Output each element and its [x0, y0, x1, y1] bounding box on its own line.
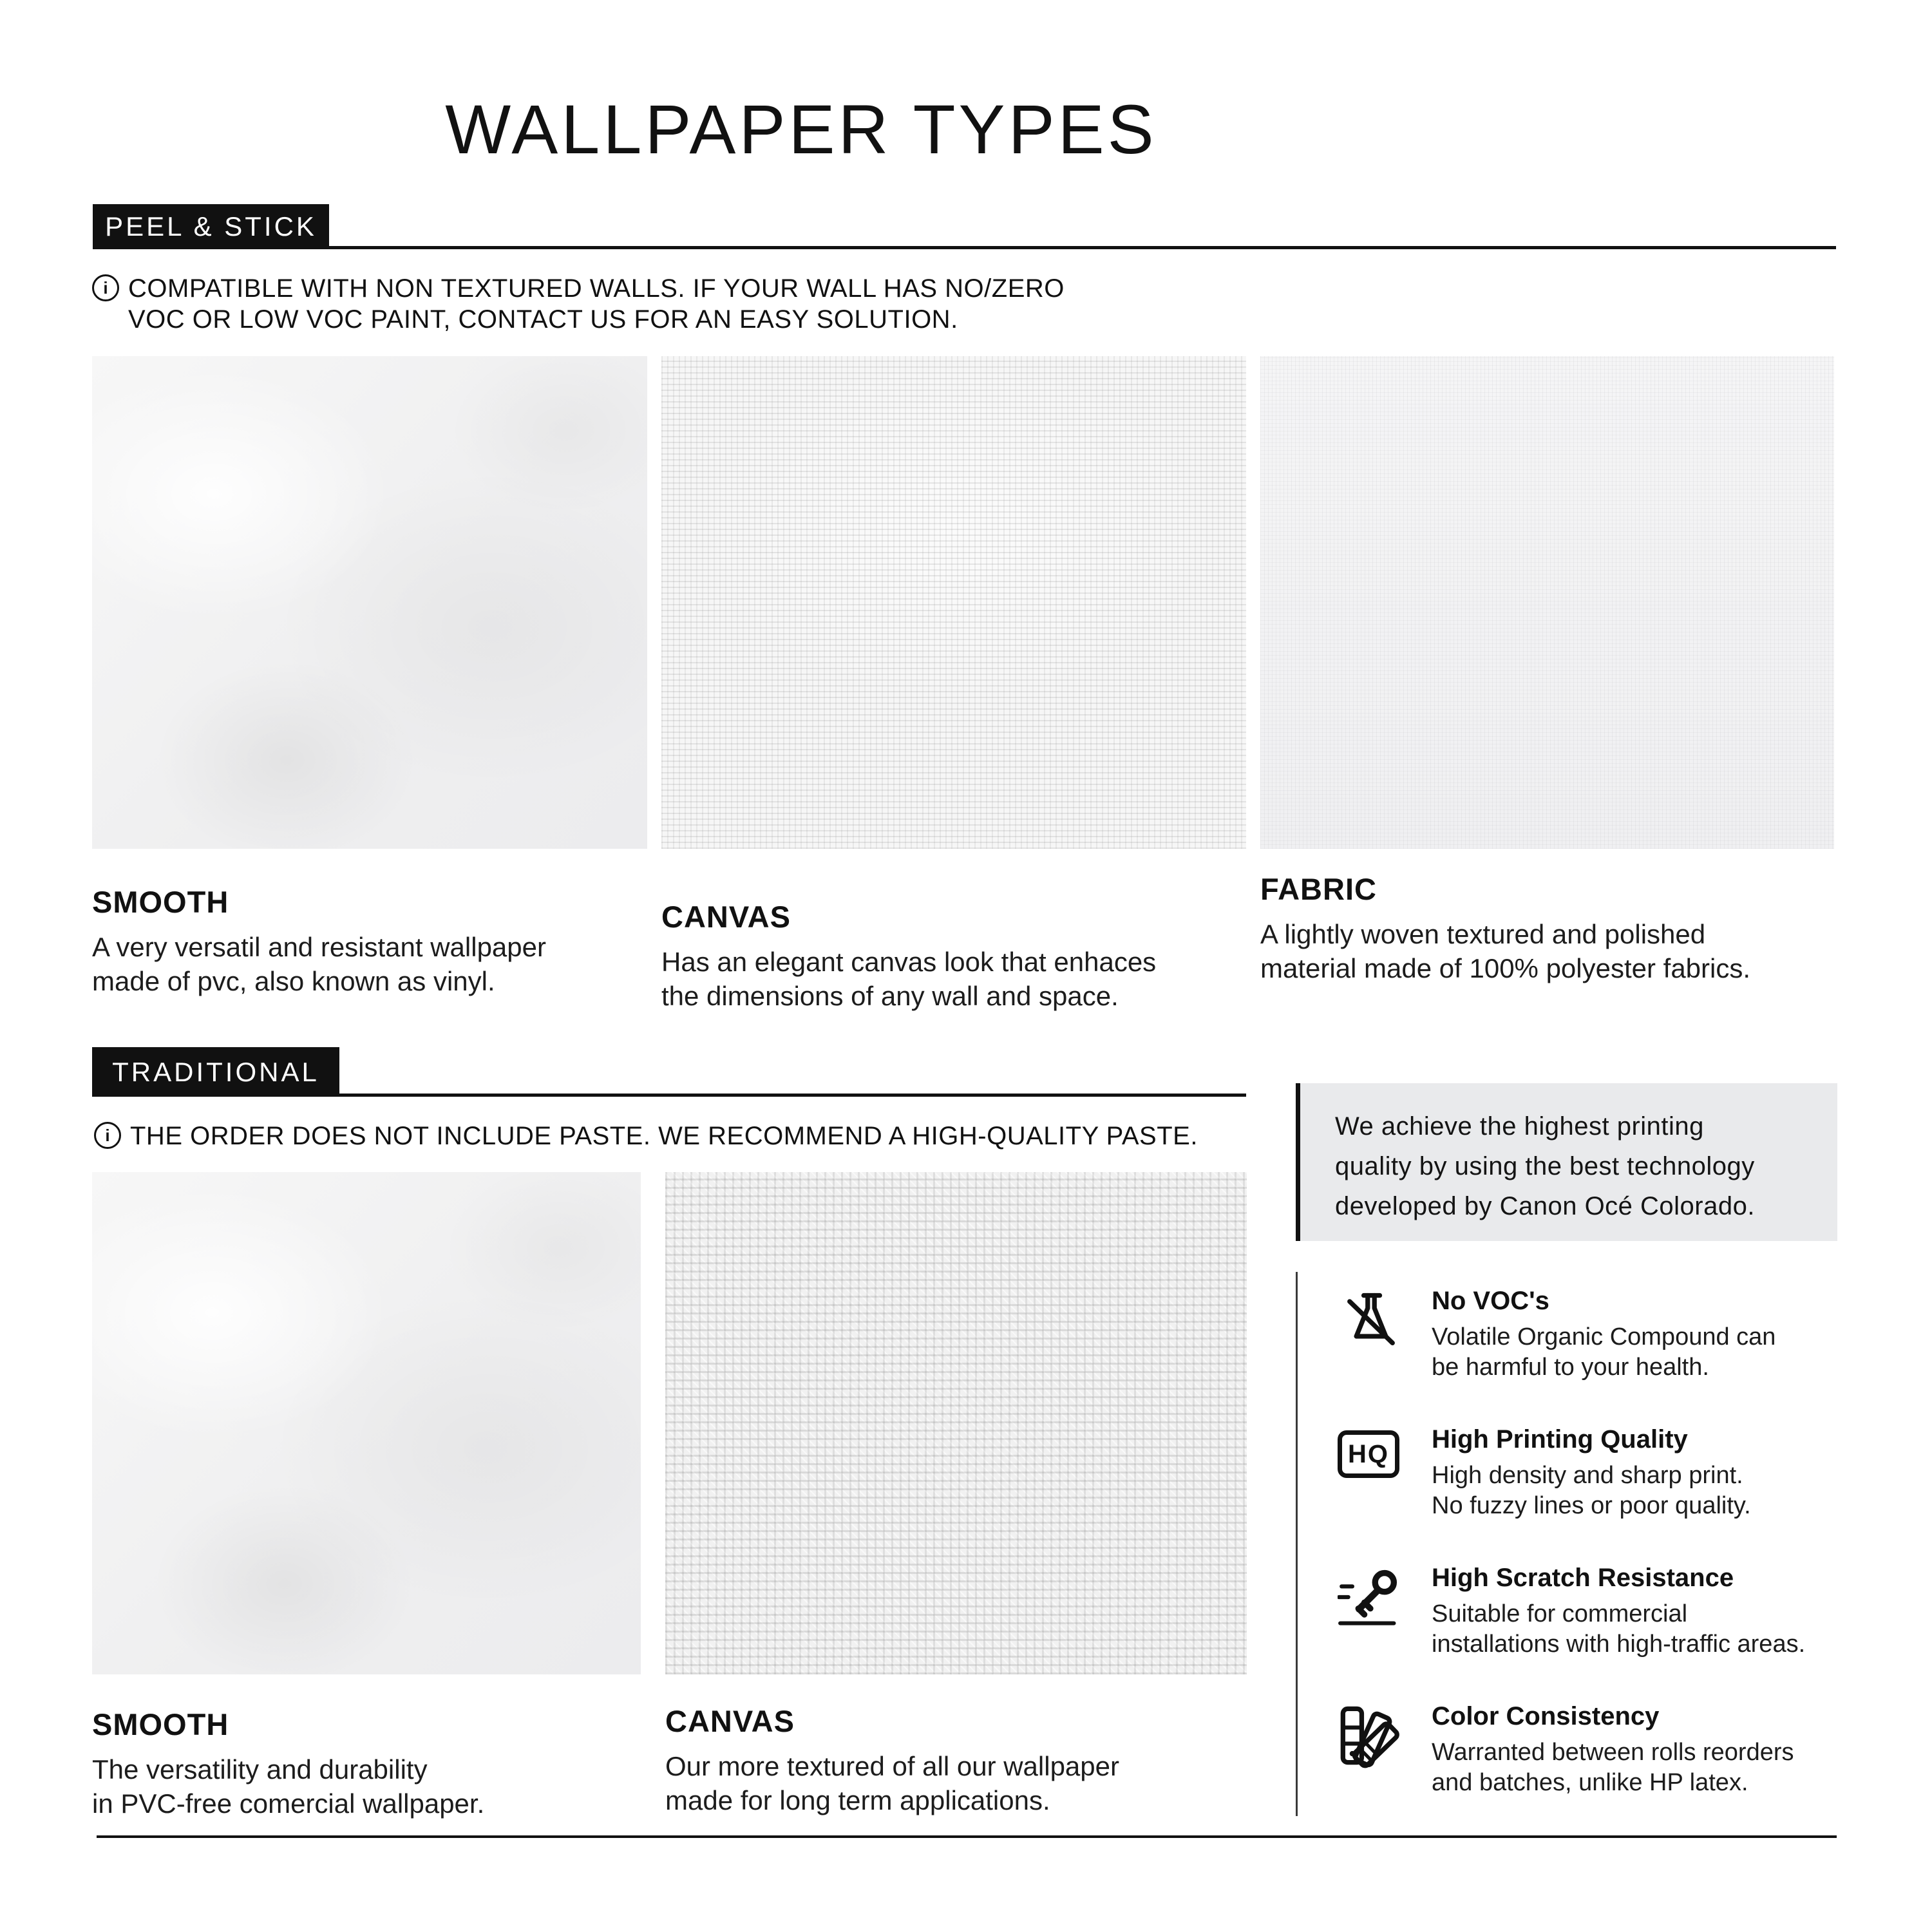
feature-desc-line: Warranted between rolls reorders	[1432, 1739, 1794, 1766]
swatch-label-block	[665, 1703, 1247, 1817]
swatch-description	[92, 1752, 641, 1821]
peel-stick-note-text	[128, 273, 1065, 335]
traditional-note	[94, 1121, 1198, 1151]
swatch-description	[661, 945, 1246, 1013]
feature-list	[1338, 1287, 1846, 1798]
traditional-note-text	[130, 1121, 1198, 1151]
feature-high-scratch-resistance	[1338, 1564, 1846, 1660]
feature-desc-line: and batches, unlike HP latex.	[1432, 1769, 1748, 1796]
feature-description	[1432, 1461, 1751, 1521]
swatch-label-block	[1260, 871, 1834, 985]
feature-desc-line: be harmful to your health.	[1432, 1354, 1709, 1381]
feature-high-printing-quality	[1338, 1425, 1846, 1521]
feature-text	[1432, 1287, 1776, 1383]
peel-stick-column-smooth	[92, 356, 647, 1013]
swatch-desc-line: in PVC-free comercial wallpaper.	[92, 1788, 485, 1819]
note-line: VOC OR LOW VOC PAINT, CONTACT US FOR AN EASY SOLUTION.	[128, 305, 958, 334]
swatch-description	[665, 1749, 1247, 1817]
scratch-resistant-key-icon	[1338, 1564, 1407, 1633]
page-title: WALLPAPER TYPES	[445, 90, 1157, 168]
swatch-desc-line: A very versatil and resistant wallpaper	[92, 932, 546, 962]
feature-desc-line: No fuzzy lines or poor quality.	[1432, 1492, 1751, 1519]
section-badge-traditional: TRADITIONAL	[92, 1047, 339, 1097]
peel-stick-column-fabric	[1260, 356, 1834, 1013]
swatch-title: CANVAS	[661, 900, 791, 934]
feature-desc-line: installations with high-traffic areas.	[1432, 1631, 1806, 1658]
swatch-desc-line: Our more textured of all our wallpaper	[665, 1751, 1119, 1781]
swatch-desc-line: The versatility and durability	[92, 1754, 428, 1785]
quality-note-line: developed by Canon Océ Colorado.	[1335, 1192, 1755, 1220]
swatch-title: CANVAS	[665, 1704, 795, 1738]
feature-description	[1432, 1599, 1805, 1660]
feature-text	[1432, 1425, 1751, 1521]
traditional-column-canvas	[665, 1172, 1247, 1821]
swatch-desc-line: Has an elegant canvas look that enhaces	[661, 947, 1157, 977]
feature-description	[1432, 1738, 1794, 1798]
printing-quality-callout	[1296, 1083, 1837, 1241]
feature-no-voc	[1338, 1287, 1846, 1383]
feature-desc-line: High density and sharp print.	[1432, 1462, 1743, 1489]
feature-desc-line: Volatile Organic Compound can	[1432, 1323, 1776, 1350]
color-swatches-icon	[1338, 1702, 1407, 1772]
canvas-weave-texture	[661, 356, 1246, 849]
peel-stick-header-rule	[93, 246, 1836, 249]
feature-text	[1432, 1564, 1805, 1660]
swatch-description	[92, 930, 647, 998]
fabric-weave-texture	[1260, 356, 1834, 849]
swatch-label-block	[92, 884, 647, 998]
feature-title: Color Consistency	[1432, 1702, 1660, 1730]
no-voc-flask-icon	[1338, 1287, 1407, 1356]
peel-stick-column-canvas	[661, 356, 1246, 1013]
hq-badge-label: HQ	[1338, 1430, 1399, 1478]
note-line: COMPATIBLE WITH NON TEXTURED WALLS. IF YOUR WALL HAS NO/ZERO	[128, 274, 1065, 303]
quality-note-line: quality by using the best technology	[1335, 1152, 1755, 1180]
feature-color-consistency	[1338, 1702, 1846, 1798]
feature-description	[1432, 1322, 1776, 1383]
feature-desc-line: Suitable for commercial	[1432, 1600, 1688, 1627]
traditional-swatch-row	[92, 1172, 1247, 1821]
smooth-paper-texture	[92, 1172, 641, 1674]
feature-text	[1432, 1702, 1794, 1798]
hq-badge-icon	[1338, 1425, 1407, 1495]
feature-title: High Scratch Resistance	[1432, 1564, 1734, 1592]
info-icon: i	[94, 1122, 121, 1149]
swatch-label-block	[661, 899, 1246, 1013]
smooth-paper-texture	[92, 356, 647, 849]
quality-note-line: We achieve the highest printing	[1335, 1112, 1704, 1141]
swatch-title: SMOOTH	[92, 1707, 229, 1741]
footer-rule	[97, 1835, 1837, 1838]
peel-stick-swatch-row	[92, 356, 1834, 1013]
swatch-desc-line: the dimensions of any wall and space.	[661, 981, 1119, 1011]
note-line: THE ORDER DOES NOT INCLUDE PASTE. WE RECOMMEND A HIGH-QUALITY PASTE.	[130, 1122, 1198, 1150]
coarse-canvas-texture	[665, 1172, 1247, 1674]
swatch-title: SMOOTH	[92, 885, 229, 919]
feature-title: No VOC's	[1432, 1287, 1549, 1315]
swatch-label-block	[92, 1707, 641, 1821]
swatch-desc-line: material made of 100% polyester fabrics.	[1260, 953, 1751, 983]
feature-title: High Printing Quality	[1432, 1425, 1688, 1454]
swatch-description	[1260, 917, 1834, 985]
section-badge-peel-stick: PEEL & STICK	[93, 204, 329, 249]
swatch-desc-line: A lightly woven textured and polished	[1260, 919, 1706, 949]
traditional-column-smooth	[92, 1172, 641, 1821]
swatch-desc-line: made for long term applications.	[665, 1785, 1050, 1815]
peel-stick-note	[92, 273, 1065, 335]
swatch-desc-line: made of pvc, also known as vinyl.	[92, 966, 495, 996]
features-divider-rule	[1296, 1272, 1298, 1816]
swatch-title: FABRIC	[1260, 872, 1377, 906]
info-icon: i	[92, 274, 119, 301]
